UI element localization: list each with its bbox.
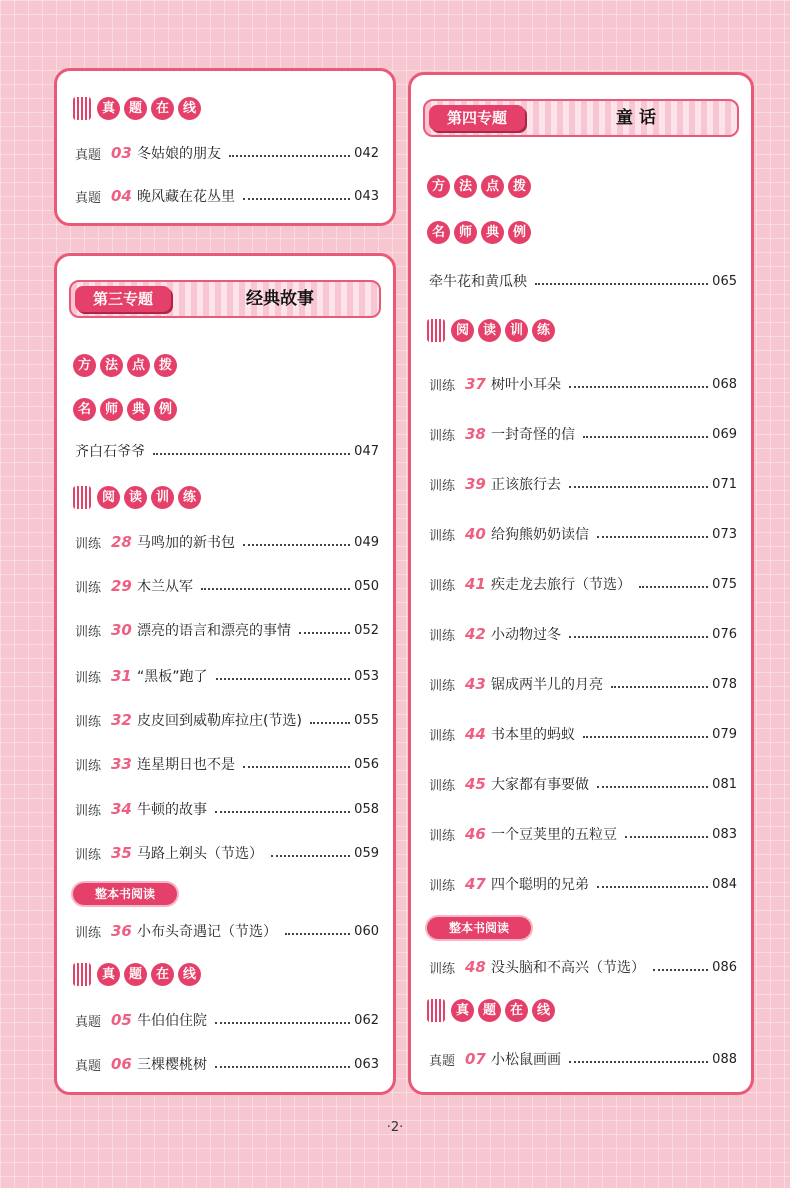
- section-example: [73, 398, 177, 422]
- entry-page: 081: [712, 776, 737, 792]
- section-real-exam: [73, 97, 201, 121]
- entry-title: 牛顿的故事: [137, 802, 207, 818]
- entry-page: 052: [354, 622, 379, 638]
- toc-entry[interactable]: [429, 572, 737, 596]
- dot-leader: [285, 933, 350, 935]
- dot-leader: [583, 736, 708, 738]
- entry-title: 锯成两半儿的月亮: [491, 677, 603, 693]
- toc-entry[interactable]: [429, 372, 737, 396]
- entry-page: 083: [712, 826, 737, 842]
- toc-entry[interactable]: [75, 618, 379, 642]
- entry-number: 48: [465, 958, 486, 976]
- entry-prefix: 训练: [75, 714, 102, 730]
- entry-title: 冬姑娘的朋友: [137, 146, 221, 162]
- topic-title: 童 话: [616, 108, 656, 128]
- page-number: ·2·: [386, 1120, 404, 1135]
- section-char: 典: [481, 221, 504, 244]
- entry-title: 皮皮回到威勒库拉庄(节选): [137, 713, 302, 729]
- entry-page: 069: [712, 426, 737, 442]
- section-char: 典: [127, 398, 150, 421]
- dot-leader: [215, 1022, 350, 1024]
- toc-entry[interactable]: [75, 1052, 379, 1076]
- toc-entry[interactable]: [75, 841, 379, 865]
- entry-title: 正该旅行去: [491, 477, 561, 493]
- entry-number: 40: [465, 525, 486, 543]
- entry-prefix: 训练: [75, 847, 102, 863]
- entry-number: 34: [111, 800, 132, 818]
- entry-page: 076: [712, 626, 737, 642]
- entry-title: 三棵樱桃树: [137, 1057, 207, 1073]
- dot-leader: [625, 836, 708, 838]
- entry-prefix: 训练: [75, 580, 102, 596]
- section-char: 真: [451, 999, 474, 1022]
- topic-title: 经典故事: [246, 289, 314, 309]
- entry-title: 晚风藏在花丛里: [137, 189, 235, 205]
- toc-entry[interactable]: [75, 708, 379, 732]
- topic-tag: 第四专题: [429, 105, 525, 131]
- dot-leader: [201, 588, 350, 590]
- entry-number: 07: [465, 1050, 486, 1068]
- entry-number: 28: [111, 533, 132, 551]
- entry-number: 36: [111, 922, 132, 940]
- entry-title: 大家都有事要做: [491, 777, 589, 793]
- entry-title: 给狗熊奶奶读信: [491, 527, 589, 543]
- entry-page: 075: [712, 576, 737, 592]
- section-char: 例: [154, 398, 177, 421]
- entry-number: 05: [111, 1011, 132, 1029]
- entry-number: 37: [465, 375, 486, 393]
- section-char: 题: [124, 97, 147, 120]
- dot-leader: [535, 283, 708, 285]
- dot-leader: [271, 855, 350, 857]
- stripe-decoration: [427, 999, 445, 1022]
- section-char: 名: [73, 398, 96, 421]
- entry-title: 牵牛花和黄瓜秧: [429, 274, 527, 290]
- dot-leader: [243, 544, 350, 546]
- section-char: 练: [532, 319, 555, 342]
- entry-number: 46: [465, 825, 486, 843]
- entry-prefix: 训练: [429, 628, 456, 644]
- dot-leader: [653, 969, 708, 971]
- section-char: 练: [178, 486, 201, 509]
- section-char: 点: [481, 175, 504, 198]
- toc-entry[interactable]: [75, 919, 379, 943]
- entry-number: 29: [111, 577, 132, 595]
- entry-title: 马路上剃头（节选）: [137, 846, 263, 862]
- entry-title: 小松鼠画画: [491, 1052, 561, 1068]
- toc-entry[interactable]: [429, 822, 737, 846]
- section-char: 阅: [97, 486, 120, 509]
- entry-title: 木兰从军: [137, 579, 193, 595]
- topic-banner: [423, 99, 739, 137]
- section-real-exam: [73, 963, 201, 987]
- entry-title: 书本里的蚂蚁: [491, 727, 575, 743]
- section-char: 方: [73, 354, 96, 377]
- entry-prefix: 训练: [429, 528, 456, 544]
- toc-entry[interactable]: [429, 269, 737, 293]
- entry-prefix: 训练: [429, 828, 456, 844]
- entry-number: 31: [111, 667, 132, 685]
- section-char: 方: [427, 175, 450, 198]
- entry-prefix: 训练: [429, 378, 456, 394]
- section-char: 在: [151, 963, 174, 986]
- entry-number: 43: [465, 675, 486, 693]
- entry-number: 33: [111, 755, 132, 773]
- entry-number: 38: [465, 425, 486, 443]
- entry-prefix: 训练: [429, 961, 456, 977]
- section-char: 点: [127, 354, 150, 377]
- section-example: [427, 221, 531, 245]
- stripe-decoration: [427, 319, 445, 342]
- toc-entry[interactable]: [429, 522, 737, 546]
- entry-number: 47: [465, 875, 486, 893]
- section-char: 线: [532, 999, 555, 1022]
- entry-number: 44: [465, 725, 486, 743]
- entry-page: 086: [712, 959, 737, 975]
- entry-page: 059: [354, 845, 379, 861]
- entry-title: 一封奇怪的信: [491, 427, 575, 443]
- dot-leader: [639, 586, 708, 588]
- section-char: 拨: [508, 175, 531, 198]
- toc-entry[interactable]: [75, 141, 379, 165]
- entry-number: 41: [465, 575, 486, 593]
- toc-panel-left-top: [54, 68, 396, 226]
- entry-page: 065: [712, 273, 737, 289]
- entry-title: 树叶小耳朵: [491, 377, 561, 393]
- entry-page: 073: [712, 526, 737, 542]
- section-char: 真: [97, 963, 120, 986]
- entry-prefix: 训练: [429, 878, 456, 894]
- entry-number: 32: [111, 711, 132, 729]
- entry-prefix: 训练: [75, 670, 102, 686]
- toc-entry[interactable]: [429, 422, 737, 446]
- section-char: 题: [124, 963, 147, 986]
- entry-prefix: 真题: [75, 147, 102, 163]
- entry-page: 079: [712, 726, 737, 742]
- stripe-decoration: [73, 963, 91, 986]
- entry-page: 049: [354, 534, 379, 550]
- entry-title: 齐白石爷爷: [75, 444, 145, 460]
- entry-number: 39: [465, 475, 486, 493]
- dot-leader: [215, 811, 350, 813]
- dot-leader: [569, 386, 708, 388]
- dot-leader: [229, 155, 350, 157]
- entry-page: 088: [712, 1051, 737, 1067]
- entry-page: 084: [712, 876, 737, 892]
- section-char: 线: [178, 963, 201, 986]
- dot-leader: [597, 536, 708, 538]
- dot-leader: [611, 686, 708, 688]
- toc-entry[interactable]: [75, 574, 379, 598]
- toc-entry[interactable]: [75, 184, 379, 208]
- entry-page: 068: [712, 376, 737, 392]
- entry-prefix: 训练: [429, 578, 456, 594]
- entry-title: “黑板”跑了: [137, 669, 208, 685]
- section-char: 题: [478, 999, 501, 1022]
- section-method: [427, 175, 531, 199]
- section-char: 师: [454, 221, 477, 244]
- dot-leader: [597, 786, 708, 788]
- toc-entry[interactable]: [429, 872, 737, 896]
- section-char: 读: [478, 319, 501, 342]
- topic-banner: [69, 280, 381, 318]
- section-char: 训: [505, 319, 528, 342]
- dot-leader: [569, 486, 708, 488]
- toc-entry[interactable]: [429, 722, 737, 746]
- entry-prefix: 训练: [429, 678, 456, 694]
- entry-prefix: 真题: [429, 1053, 456, 1069]
- entry-number: 06: [111, 1055, 132, 1073]
- toc-entry[interactable]: [429, 472, 737, 496]
- toc-entry[interactable]: [429, 955, 737, 979]
- dot-leader: [243, 198, 350, 200]
- entry-prefix: 训练: [75, 536, 102, 552]
- entry-title: 没头脑和不高兴（节选）: [491, 960, 645, 976]
- section-char: 阅: [451, 319, 474, 342]
- topic-tag: 第三专题: [75, 286, 171, 312]
- entry-number: 35: [111, 844, 132, 862]
- entry-prefix: 真题: [75, 190, 102, 206]
- section-char: 法: [454, 175, 477, 198]
- entry-page: 055: [354, 712, 379, 728]
- entry-prefix: 训练: [75, 758, 102, 774]
- dot-leader: [569, 636, 708, 638]
- toc-entry[interactable]: [75, 530, 379, 554]
- section-char: 名: [427, 221, 450, 244]
- entry-title: 小动物过冬: [491, 627, 561, 643]
- toc-panel-topic3: [54, 253, 396, 1095]
- entry-page: 042: [354, 145, 379, 161]
- entry-prefix: 训练: [429, 428, 456, 444]
- entry-title: 马鸣加的新书包: [137, 535, 235, 551]
- entry-page: 056: [354, 756, 379, 772]
- section-char: 训: [151, 486, 174, 509]
- entry-page: 071: [712, 476, 737, 492]
- toc-entry[interactable]: [75, 1008, 379, 1032]
- toc-entry[interactable]: [429, 1047, 737, 1071]
- entry-prefix: 训练: [75, 624, 102, 640]
- section-char: 例: [508, 221, 531, 244]
- section-char: 读: [124, 486, 147, 509]
- entry-page: 062: [354, 1012, 379, 1028]
- section-real-exam: [427, 999, 555, 1023]
- entry-page: 053: [354, 668, 379, 684]
- entry-page: 047: [354, 443, 379, 459]
- entry-number: 45: [465, 775, 486, 793]
- whole-book-tag: 整本书阅读: [427, 917, 531, 939]
- toc-entry[interactable]: [75, 797, 379, 821]
- entry-prefix: 训练: [429, 778, 456, 794]
- entry-number: 04: [111, 187, 132, 205]
- entry-title: 疾走龙去旅行（节选）: [491, 577, 631, 593]
- section-char: 法: [100, 354, 123, 377]
- entry-number: 30: [111, 621, 132, 639]
- entry-title: 连星期日也不是: [137, 757, 235, 773]
- section-char: 师: [100, 398, 123, 421]
- dot-leader: [153, 453, 350, 455]
- toc-entry[interactable]: [429, 622, 737, 646]
- entry-page: 043: [354, 188, 379, 204]
- section-char: 真: [97, 97, 120, 120]
- entry-page: 050: [354, 578, 379, 594]
- stripe-decoration: [73, 97, 91, 120]
- section-training: [427, 319, 555, 343]
- entry-prefix: 训练: [429, 728, 456, 744]
- entry-title: 小布头奇遇记（节选）: [137, 924, 277, 940]
- entry-number: 42: [465, 625, 486, 643]
- entry-title: 一个豆荚里的五粒豆: [491, 827, 617, 843]
- toc-entry[interactable]: [75, 664, 379, 688]
- entry-title: 四个聪明的兄弟: [491, 877, 589, 893]
- section-char: 线: [178, 97, 201, 120]
- entry-title: 牛伯伯住院: [137, 1013, 207, 1029]
- dot-leader: [215, 1066, 350, 1068]
- whole-book-tag: 整本书阅读: [73, 883, 177, 905]
- entry-prefix: 训练: [429, 478, 456, 494]
- toc-panel-topic4: [408, 72, 754, 1095]
- dot-leader: [216, 678, 351, 680]
- entry-number: 03: [111, 144, 132, 162]
- toc-entry[interactable]: [429, 672, 737, 696]
- entry-prefix: 训练: [75, 803, 102, 819]
- entry-prefix: 真题: [75, 1014, 102, 1030]
- section-training: [73, 486, 201, 510]
- section-method: [73, 354, 177, 378]
- dot-leader: [299, 632, 350, 634]
- stripe-decoration: [73, 486, 91, 509]
- entry-title: 漂亮的语言和漂亮的事情: [137, 623, 291, 639]
- entry-prefix: 训练: [75, 925, 102, 941]
- section-char: 拨: [154, 354, 177, 377]
- toc-entry[interactable]: [75, 752, 379, 776]
- toc-entry[interactable]: [429, 772, 737, 796]
- dot-leader: [597, 886, 708, 888]
- dot-leader: [583, 436, 708, 438]
- toc-entry[interactable]: [75, 439, 379, 463]
- entry-prefix: 真题: [75, 1058, 102, 1074]
- entry-page: 060: [354, 923, 379, 939]
- entry-page: 063: [354, 1056, 379, 1072]
- section-char: 在: [151, 97, 174, 120]
- section-char: 在: [505, 999, 528, 1022]
- dot-leader: [243, 766, 350, 768]
- entry-page: 078: [712, 676, 737, 692]
- dot-leader: [310, 722, 350, 724]
- entry-page: 058: [354, 801, 379, 817]
- dot-leader: [569, 1061, 708, 1063]
